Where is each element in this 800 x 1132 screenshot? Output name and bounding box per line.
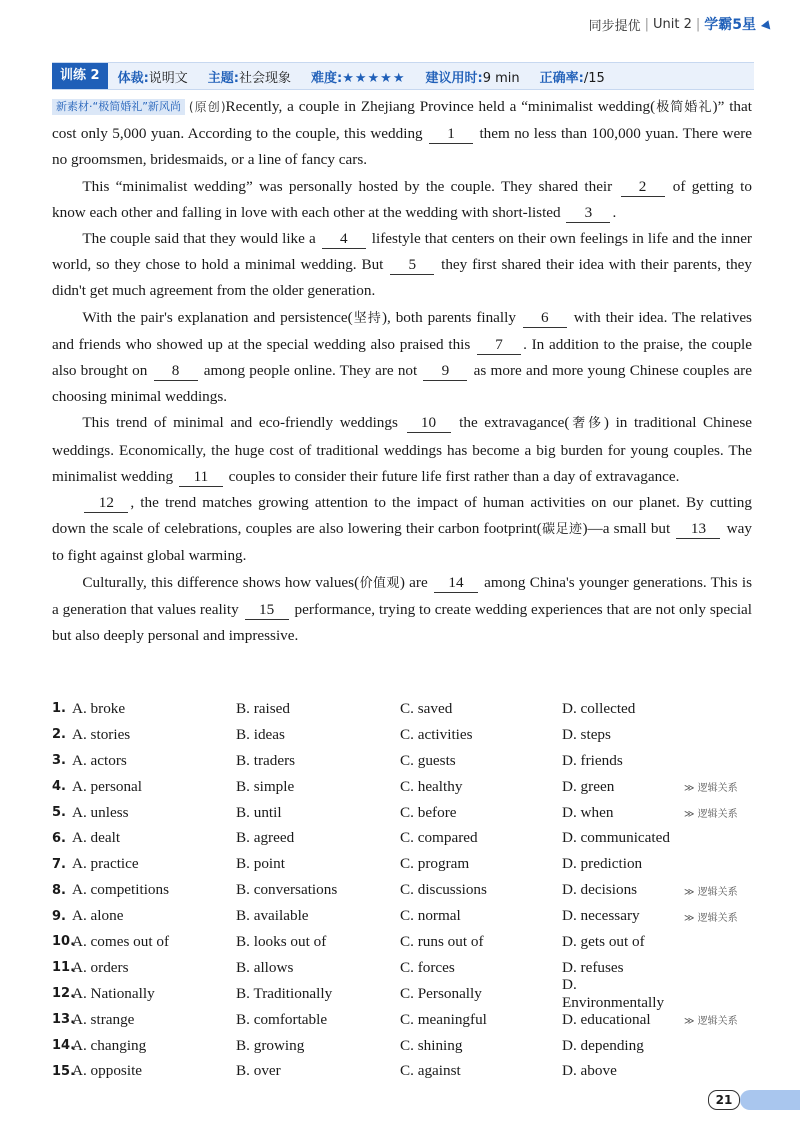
option-b[interactable]: B. point [236,855,285,873]
question-number: 9. [52,908,66,924]
option-b[interactable]: B. raised [236,699,290,717]
question-row [52,929,772,955]
logic-hint-label: ≫ 逻辑关系 [684,783,738,795]
paragraph [52,490,752,570]
option-b[interactable]: B. conversations [236,881,338,899]
question-row [52,722,772,748]
blank-5[interactable]: 5 [390,256,434,275]
passage-text: . In addition to the praise, the couple also brought on [52,335,752,380]
option-c[interactable]: C. compared [400,829,478,847]
option-a[interactable]: A. dealt [72,829,121,847]
option-d[interactable]: D. depending [562,1036,644,1054]
unit-label: Unit 2 [652,16,692,32]
option-d[interactable]: D. refuses [562,958,624,976]
option-c[interactable]: C. healthy [400,777,463,795]
question-number: 4. [52,779,66,795]
option-a[interactable]: A. changing [72,1036,147,1054]
passage-text: This trend of minimal and eco-friendly weddings [82,414,405,432]
genre-value: 说明文 [148,70,188,86]
chinese-gloss: 价值观 [359,575,400,591]
option-d[interactable]: D. green [562,777,615,795]
blank-15[interactable]: 15 [245,601,289,620]
option-a[interactable]: A. broke [72,699,126,717]
option-a[interactable]: A. competitions [72,881,170,899]
question-number: 8. [52,882,66,898]
option-d[interactable]: D. necessary [562,907,640,925]
passage-text: )” that cost only 5,000 yuan. According to the couple, this wedding [52,98,752,143]
question-number: 6. [52,830,66,846]
passage-text: couples to consider their future life first rather than a day of extravagance. [224,467,680,485]
paragraph [52,226,752,305]
option-d[interactable]: D. when [562,803,614,821]
question-number: 15. [52,1063,76,1079]
option-b[interactable]: B. allows [236,958,294,976]
passage-text: performance, trying to create wedding experiences that are not only special but also deeply personal and impressive. [52,600,753,645]
option-a[interactable]: A. practice [72,855,139,873]
header-separator: | [644,16,649,32]
question-number: 2. [52,727,66,743]
logic-hint-label: ≫ 逻辑关系 [684,912,738,924]
question-row [52,825,772,851]
question-number: 10. [52,934,76,950]
passage-text: way to fight against global warming. [52,520,752,565]
question-number: 3. [52,753,66,769]
blank-7[interactable]: 7 [477,336,521,355]
option-b[interactable]: B. Traditionally [236,984,333,1002]
option-d[interactable]: D. decisions [562,881,638,899]
brand-logo: 学霸5星 [704,17,756,33]
question-row [52,903,772,929]
passage-text: With the pair's explanation and persistence( [82,308,353,326]
passage-text: of getting to know each other and falling in love with each other at the wedding with short-listed [52,177,752,221]
option-d[interactable]: D. friends [562,751,623,769]
option-b[interactable]: B. growing [236,1036,305,1054]
option-c[interactable]: C. normal [400,907,461,925]
blank-13[interactable]: 13 [676,520,720,539]
question-number: 13. [52,1012,76,1028]
chinese-gloss: 坚持 [352,310,382,326]
option-a[interactable]: A. orders [72,958,129,976]
original-label: (原创) [188,100,226,114]
time-label: 建议用时: [425,70,483,86]
logic-hint-label: ≫ 逻辑关系 [684,886,738,898]
blank-8[interactable]: 8 [154,362,198,381]
option-d[interactable]: D. gets out of [562,932,645,950]
cloze-passage [52,94,752,649]
option-a[interactable]: A. opposite [72,1062,143,1080]
blank-11[interactable]: 11 [179,468,223,487]
blank-9[interactable]: 9 [423,362,467,381]
page-header [589,14,772,34]
option-c[interactable]: C. against [400,1062,461,1080]
passage-text: they first shared their idea with their parents, they didn't get much agreement from the older generation. [52,256,752,300]
question-row [52,1058,772,1084]
genre-info [118,67,188,86]
passage-text: This “minimalist wedding” was personally hosted by the couple. They shared their [82,177,619,195]
option-d[interactable]: D. steps [562,725,611,743]
topic-label: 主题: [207,70,239,86]
option-b[interactable]: B. traders [236,751,296,769]
option-c[interactable]: C. saved [400,699,453,717]
accuracy-value: /15 [583,70,605,86]
passage-text: ), both parents finally [381,308,521,326]
question-number: 5. [52,805,66,820]
question-row [52,748,772,774]
genre-label: 体裁: [117,70,149,86]
question-number: 11. [52,960,76,976]
option-c[interactable]: C. discussions [400,881,487,899]
question-row [52,1033,772,1059]
option-c[interactable]: C. program [400,855,470,873]
option-c[interactable]: C. Personally [400,984,482,1002]
question-row [52,975,772,1011]
question-number: 1. [52,701,66,717]
brand-flag-icon [761,19,773,30]
blank-6[interactable]: 6 [523,309,567,328]
question-number: 12. [52,986,76,1002]
passage-text: )—a small but [582,520,675,538]
blank-10[interactable]: 10 [407,414,451,433]
paragraph [52,410,752,490]
paragraph [52,174,752,226]
question-row [52,1007,772,1033]
option-b[interactable]: B. comfortable [236,1010,328,1028]
accuracy-label: 正确率: [539,70,584,86]
blank-14[interactable]: 14 [434,574,478,593]
option-d[interactable]: D. educational [562,1010,651,1028]
passage-text: with their idea. The relatives and friends who showed up at the special wedding also praised this [52,308,752,353]
option-c[interactable]: C. runs out of [400,932,484,950]
option-b[interactable]: B. looks out of [236,932,327,950]
passage-text: . [612,203,617,221]
difficulty-label: 难度: [311,70,343,86]
option-a[interactable]: A. personal [72,777,143,795]
option-b[interactable]: B. available [236,907,309,925]
option-a[interactable]: A. comes out of [72,932,170,950]
passage-text: as more and more young Chinese couples are choosing minimal weddings. [52,362,752,406]
option-a[interactable]: A. alone [72,907,124,925]
passage-text: , the trend matches growing attention to the impact of human activities on our planet. By cutting down the scale of celebrations, couples are also lowering their carbon footprint( [52,494,752,538]
passage-text: lifestyle that centers on their own feelings in life and the inner world, so they chose to hold a minimal wedding. But [52,230,752,274]
option-a[interactable]: A. actors [72,751,127,769]
blank-3[interactable]: 3 [566,204,610,223]
option-b[interactable]: B. simple [236,777,295,795]
question-row [52,800,772,826]
passage-text: them no less than 100,000 yuan. There were no groomsmen, bridesmaids, or a line of fancy cars. [52,125,752,169]
passage-text: ) are [399,573,432,591]
exercise-badge: 训练 2 [52,63,108,89]
answer-options [52,696,772,1084]
option-b[interactable]: B. agreed [236,829,295,847]
passage-text: among people online. They are not [199,362,422,380]
passage-text: Culturally, this difference shows how values( [82,573,360,591]
option-b[interactable]: B. ideas [236,725,285,743]
option-a[interactable]: A. unless [72,803,129,821]
option-d[interactable]: D. Environmentally [562,975,665,1011]
logic-hint-label: ≫ 逻辑关系 [684,809,738,820]
page-number: 21 [708,1090,740,1110]
option-b[interactable]: B. until [236,803,282,821]
star-rating-icon: ★★★★★ [342,70,406,86]
option-c[interactable]: C. shining [400,1036,463,1054]
passage-text: Recently, a couple in Zhejiang Province held a “minimalist wedding( [225,98,656,115]
chinese-gloss: 奢侈 [569,416,604,432]
option-a[interactable]: A. strange [72,1010,135,1028]
paragraph [52,94,752,174]
header-separator: | [695,16,701,32]
option-b[interactable]: B. over [236,1062,281,1080]
question-number: 7. [52,856,66,872]
question-row [52,851,772,877]
chinese-gloss: 极简婚礼 [655,100,713,115]
option-d[interactable]: D. collected [562,699,636,717]
topic-info [208,67,291,86]
blank-12[interactable]: 12 [84,494,128,513]
book-name: 同步提优 [588,18,641,34]
option-c[interactable]: C. guests [400,751,456,769]
material-tag: 新素材·“极简婚礼”新风尚 [52,99,185,115]
question-number: 14. [52,1038,76,1054]
logic-hint-label: ≫ 逻辑关系 [684,1016,738,1028]
paragraph [52,305,752,411]
chinese-gloss: 碳足迹 [541,522,583,538]
passage-text: ) in traditional Chinese weddings. Economically, the huge cost of traditional weddings has become a big burden for young couples. The minimalist wedding [52,414,752,485]
option-d[interactable]: D. above [562,1062,617,1080]
option-c[interactable]: C. activities [400,725,473,743]
question-row [52,877,772,903]
passage-text: among China's younger generations. This is a generation that values reality [52,573,752,618]
topic-value: 社会现象 [239,70,292,86]
time-value: 9 min [482,70,520,86]
option-a[interactable]: A. Nationally [72,984,155,1002]
option-c[interactable]: C. before [400,803,457,821]
blank-4[interactable]: 4 [322,230,366,249]
option-c[interactable]: C. meaningful [400,1010,487,1028]
blank-1[interactable]: 1 [429,125,473,144]
exercise-info-bar [52,62,754,90]
difficulty-info [311,67,405,86]
paragraph [52,570,752,650]
option-d[interactable]: D. prediction [562,855,643,873]
time-info [426,67,520,86]
option-a[interactable]: A. stories [72,725,131,743]
passage-text: The couple said that they would like a [82,230,320,248]
option-c[interactable]: C. forces [400,958,455,976]
passage-text: the extravagance( [452,414,570,432]
question-row [52,696,772,722]
question-row [52,774,772,800]
accuracy-info [540,67,605,86]
blank-2[interactable]: 2 [621,178,665,197]
page-edge-tab [740,1090,800,1110]
option-d[interactable]: D. communicated [562,829,670,847]
